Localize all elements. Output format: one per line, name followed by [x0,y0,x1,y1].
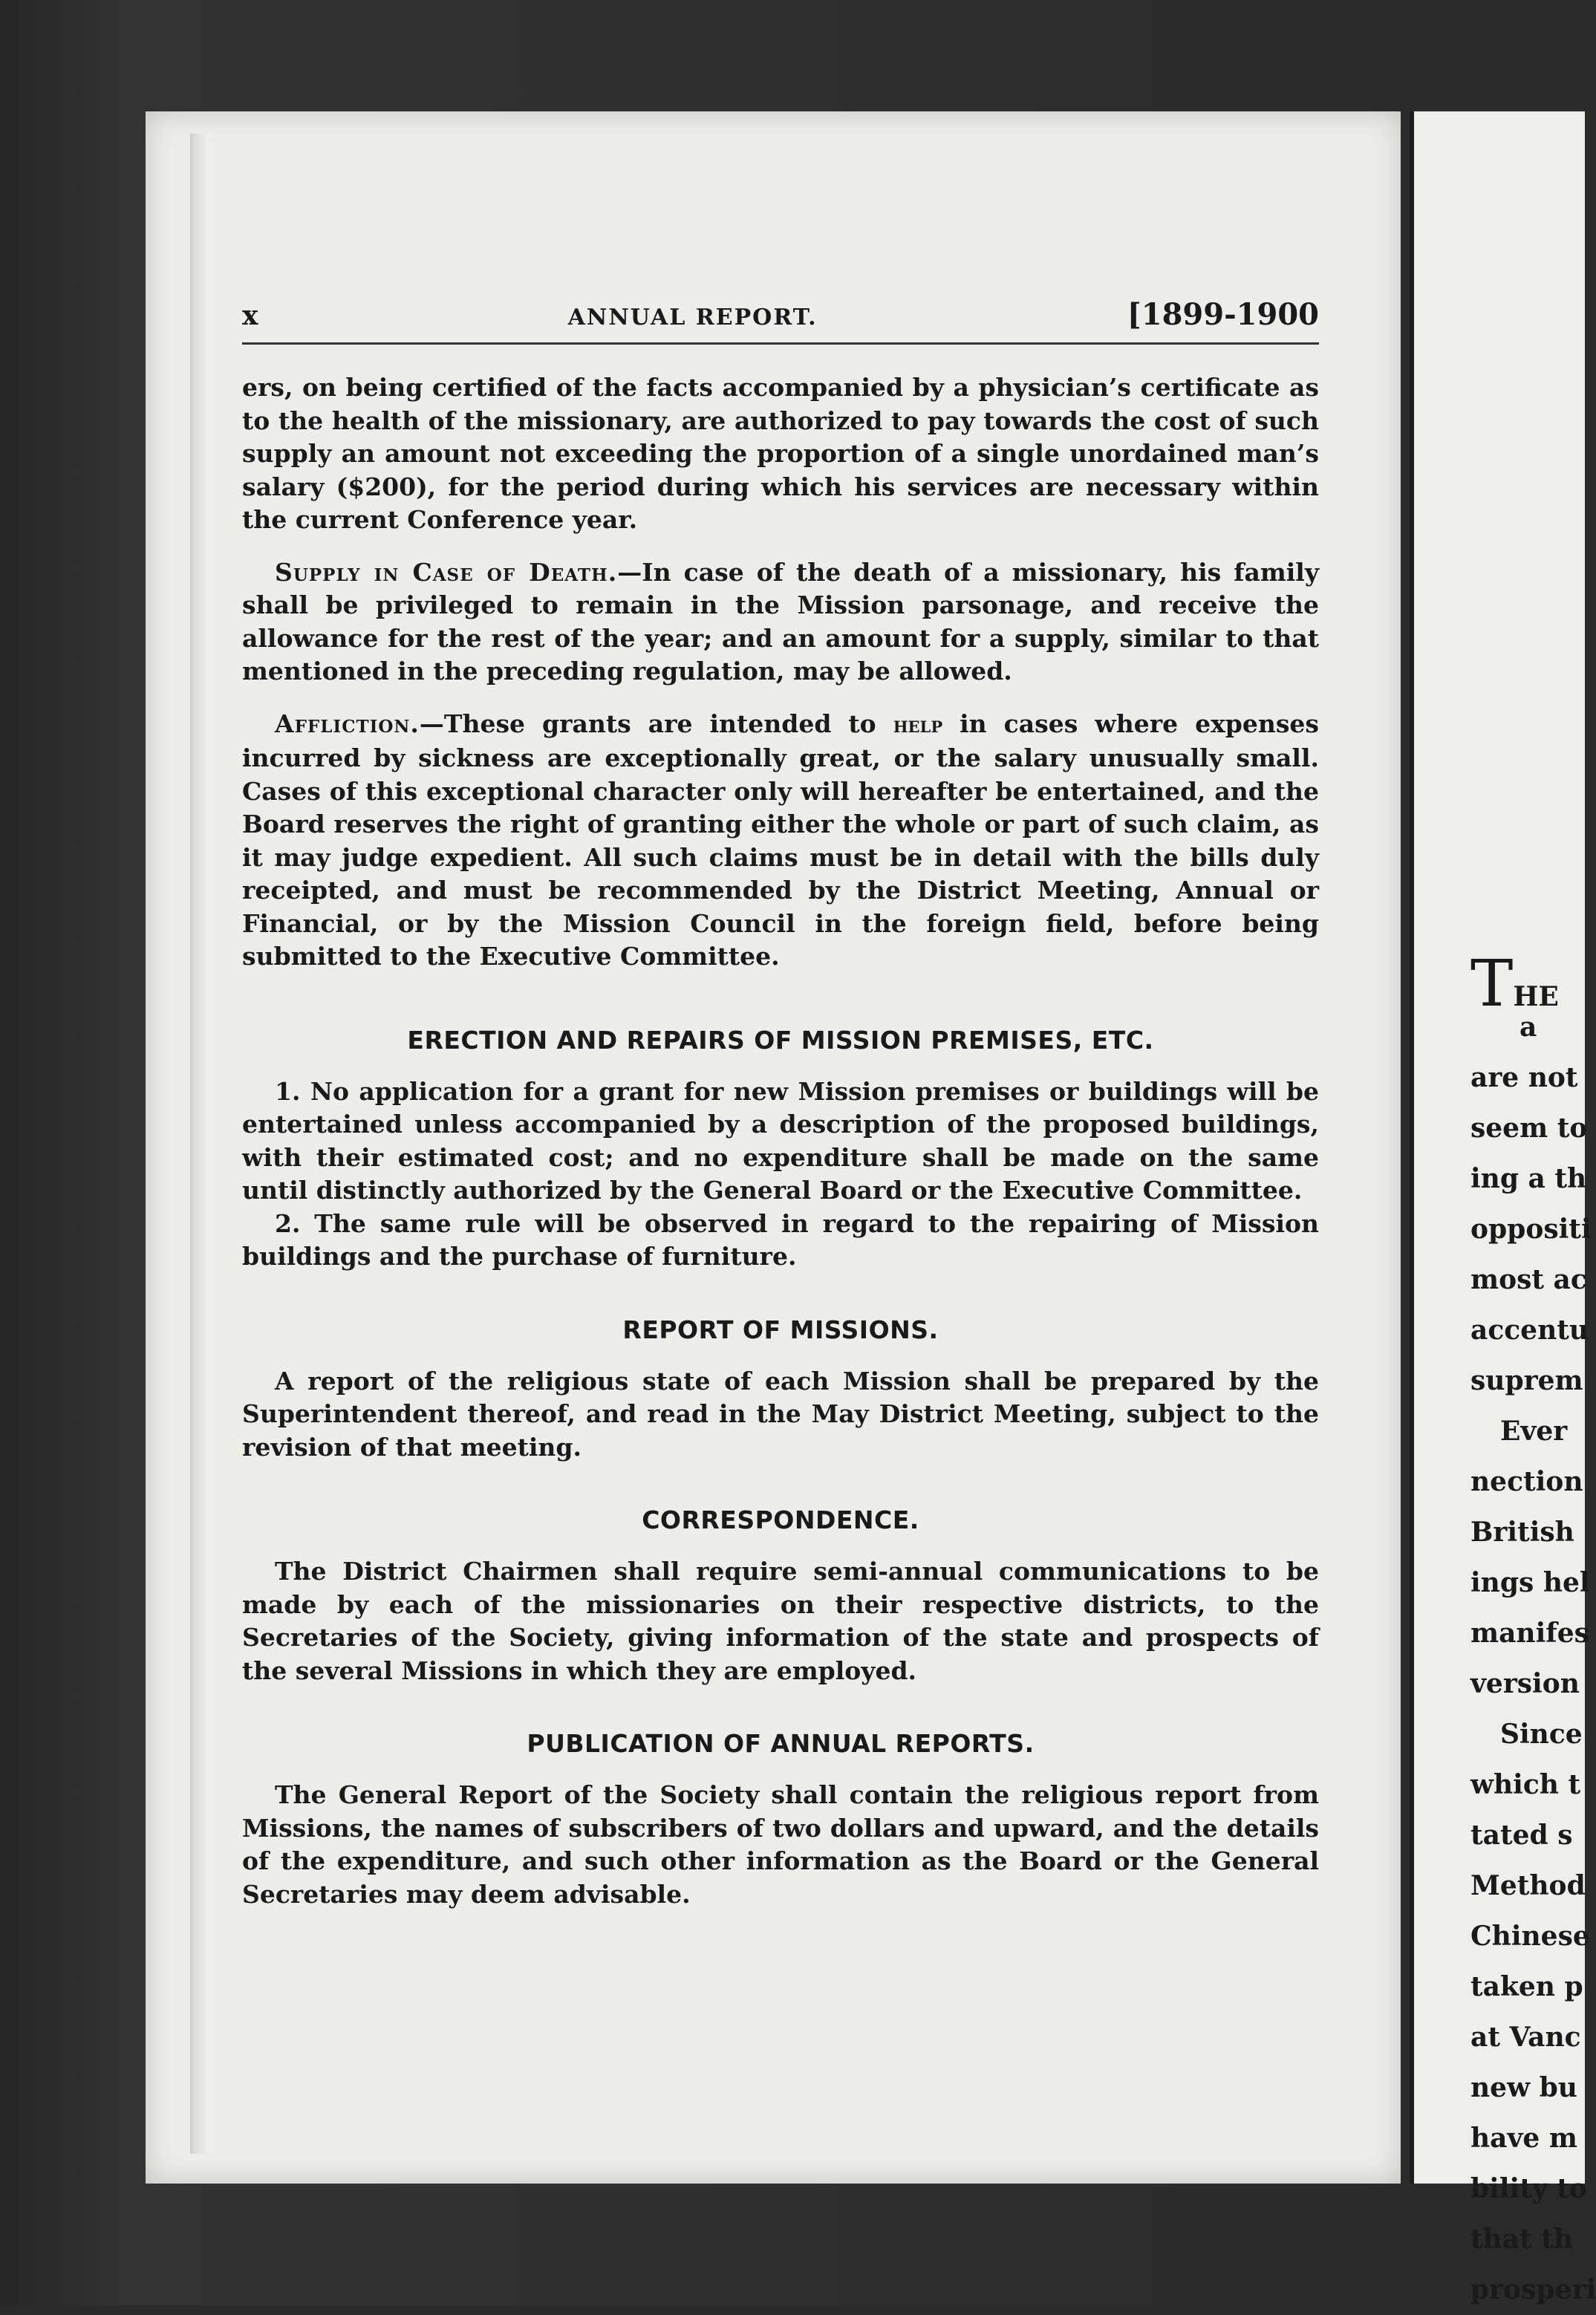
right-line: nection [1470,1466,1583,1497]
erection-heading: ERECTION AND REPAIRS OF MISSION PREMISES, ETC. [407,1025,1154,1055]
folio-number: x [242,300,258,331]
right-line: Ever [1500,1416,1568,1447]
report-years: [1899-1900 [1127,297,1319,332]
right-line: HE [1513,981,1559,1012]
supply-death-text: —In case of the death of a missionary, his family shall be privileged to remain in the Mission parsonage, and receive the allowance for the rest of the year; and an amount for a supply, similar to that mentioned in the preceding regulation, may be allowed. [242,557,1319,686]
right-line: which t [1470,1769,1581,1800]
supply-death-lead: Supply in Case of Death. [275,557,618,587]
right-line: prosperi [1470,2274,1596,2305]
running-head [242,297,1319,345]
right-page-text [1470,947,1596,2315]
right-line: that th [1470,2224,1574,2255]
right-line: most ac [1470,1264,1587,1295]
correspondence-heading: CORRESPONDENCE. [642,1505,919,1534]
right-line: Chinese [1470,1921,1590,1952]
drop-cap: T [1470,947,1514,1021]
right-line: Since [1500,1719,1583,1750]
right-line: version [1470,1668,1580,1699]
right-line: at Vanc [1470,2022,1581,2053]
right-line: accentu [1470,1315,1589,1346]
publication-text: The General Report of the Society shall contain the religious report from Missions, the names of subscribers of two dollars and upward, and the details of the expenditure, and such other information as the Board or the General Secretaries may deem advisable. [242,1780,1319,1909]
running-title: ANNUAL REPORT. [567,305,818,331]
affliction-lead: Affliction. [275,709,420,738]
right-line: tated s [1470,1820,1573,1851]
page-curl-edge [190,134,210,2154]
erection-item-1: 1. No application for a grant for new Mission premises or buildings will be entertained unless accompanied by a description of the proposed buildings, with their estimated cost; and no expenditure shall be made on the same until distinctly authorized by the General Board or the Executive Committee. [242,1076,1319,1205]
right-line: new bu [1470,2072,1577,2103]
erection-item-2: 2. The same rule will be observed in regard to the repairing of Mission buildings and the purchase of furniture. [242,1208,1319,1271]
affliction-text-before: —These grants are intended to [419,709,893,738]
affliction-paragraph [242,708,1319,974]
right-line: suprem [1470,1365,1583,1396]
right-line: taken p [1470,1971,1583,2002]
report-missions-text: A report of the religious state of each Mission shall be prepared by the Superintendent thereof, and read in the May District Meeting, subject to the revision of that meeting. [242,1366,1319,1462]
right-line: a [1520,1012,1537,1043]
opening-paragraph: ers, on being certified of the facts accompanied by a physician’s certificate as to the health of the missionary, are authorized to pay towards the cost of such supply an amount not exceeding the proportion of a single unordained man’s salary ($200), for the period during which his services are necessary within the current Conference year. [242,373,1319,534]
right-line: are not [1470,1062,1578,1093]
publication-heading: PUBLICATION OF ANNUAL REPORTS. [527,1729,1035,1758]
right-line: bility to [1470,2173,1587,2204]
right-line: ings hel [1470,1567,1590,1598]
affliction-text-after: in cases where expenses incurred by sickness are exceptionally great, or the salary unusually small. Cases of this exceptional character only will hereafter be entertained, and the Board reserves the right of granting either the whole or part of such claim, as it may judge expedient. All such claims must be in detail with the bills duly receipted, and must be recommended by the District Meeting, Annual or Financial, or by the Mission Council in the foreign field, before being submitted to the Executive Committee. [242,709,1319,971]
right-line: have m [1470,2123,1577,2154]
right-line: Method [1470,1870,1586,1901]
affliction-emphasis: help [893,712,943,738]
left-page-content [242,297,1319,1930]
right-line: seem to [1470,1113,1588,1144]
supply-death-paragraph [242,556,1319,688]
right-line: manifes [1470,1618,1589,1649]
right-page [1410,111,1596,2305]
right-line: oppositi [1470,1214,1592,1245]
right-line: ing a th [1470,1163,1587,1194]
correspondence-text: The District Chairmen shall require semi-annual communications to be made by each of the missionaries on their respective districts, to the Secretaries of the Society, giving information of the state and prospects of the several Missions in which they are employed. [242,1557,1319,1685]
report-missions-heading: REPORT OF MISSIONS. [622,1315,939,1344]
right-line: British [1470,1517,1574,1548]
